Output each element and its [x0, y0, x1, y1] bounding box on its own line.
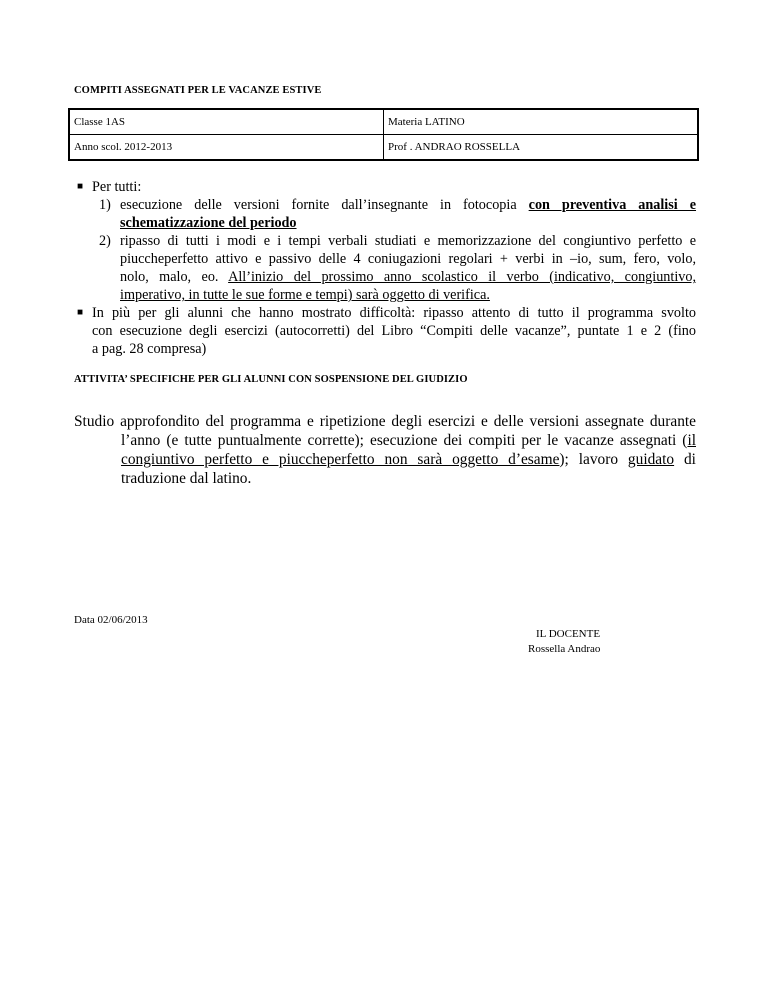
section-subtitle: ATTIVITA’ SPECIFICHE PER GLI ALUNNI CON SOSPENSIONE DEL GIUDIZIO	[74, 374, 468, 385]
item-1-line-1	[120, 196, 696, 214]
bullet-square-icon: ■	[77, 307, 84, 318]
document-title: COMPITI ASSEGNATI PER LE VACANZE ESTIVE	[74, 85, 322, 96]
studio-text: l’anno (e tutte puntualmente corrette); esecuzione dei compiti per le vacanze assegnati (	[121, 432, 688, 449]
piu-line-2: con esecuzione degli esercizi (autocorretti) del Libro “Compiti delle vacanze”, puntate 1 e 2 (fino	[92, 323, 696, 339]
bullet-square-icon: ■	[77, 181, 84, 192]
subject-cell: Materia LATINO	[384, 109, 699, 135]
table-row	[69, 109, 698, 135]
item-1-emphasis: con preventiva analisi e	[528, 197, 697, 213]
piu-line-1: In più per gli alunni che hanno mostrato difficoltà: ripasso attento di tutto il programma svolto	[92, 305, 696, 321]
studio-underlined: congiuntivo perfetto e piuccheperfetto non sarà oggetto d’esame	[121, 451, 560, 468]
school-year-cell: Anno scol. 2012-2013	[69, 135, 384, 161]
item-1-line-2: schematizzazione del periodo	[120, 215, 297, 231]
item-1-text: esecuzione delle versioni fornite dall’insegnante in fotocopia	[120, 197, 517, 213]
studio-line-2	[121, 432, 696, 450]
item-2-line-3	[120, 268, 696, 286]
item-2-number: 2)	[99, 233, 111, 249]
per-tutti-label: Per tutti:	[92, 179, 142, 195]
item-2-line-4: imperativo, in tutte le sue forme e tempi) sarà oggetto di verifica.	[120, 287, 490, 303]
item-2-line-1: ripasso di tutti i modi e i tempi verbali studiati e memorizzazione del congiuntivo perfetto e	[120, 233, 696, 249]
teacher-cell: Prof . ANDRAO ROSSELLA	[384, 135, 699, 161]
date-label: Data 02/06/2013	[74, 614, 148, 626]
studio-underlined: guidato	[627, 451, 675, 468]
item-1-number: 1)	[99, 197, 111, 213]
signature-role: IL DOCENTE	[536, 628, 601, 640]
piu-line-3: a pag. 28 compresa)	[92, 341, 207, 357]
studio-line-1: Studio approfondito del programma e ripetizione degli esercizi e delle versioni assegnate durante	[74, 413, 696, 430]
studio-text: di	[683, 451, 696, 468]
studio-text: ); lavoro	[559, 451, 619, 468]
table-row	[69, 135, 698, 161]
studio-line-4: traduzione dal latino.	[121, 470, 252, 487]
class-cell: Classe 1AS	[69, 109, 384, 135]
item-2-line-2: piuccheperfetto attivo e passivo delle 4 coniugazioni regolari + verbi in –io, sum, fero, volo,	[120, 251, 696, 267]
info-table	[68, 108, 699, 161]
item-2-verbs: nolo, malo, eo.	[120, 269, 219, 285]
studio-underlined: il	[687, 432, 696, 449]
signature-name: Rossella Andrao	[528, 643, 601, 655]
studio-line-3	[121, 451, 696, 469]
item-2-verifica-a: All’inizio del prossimo anno scolastico il verbo (indicativo, congiuntivo,	[228, 269, 697, 285]
